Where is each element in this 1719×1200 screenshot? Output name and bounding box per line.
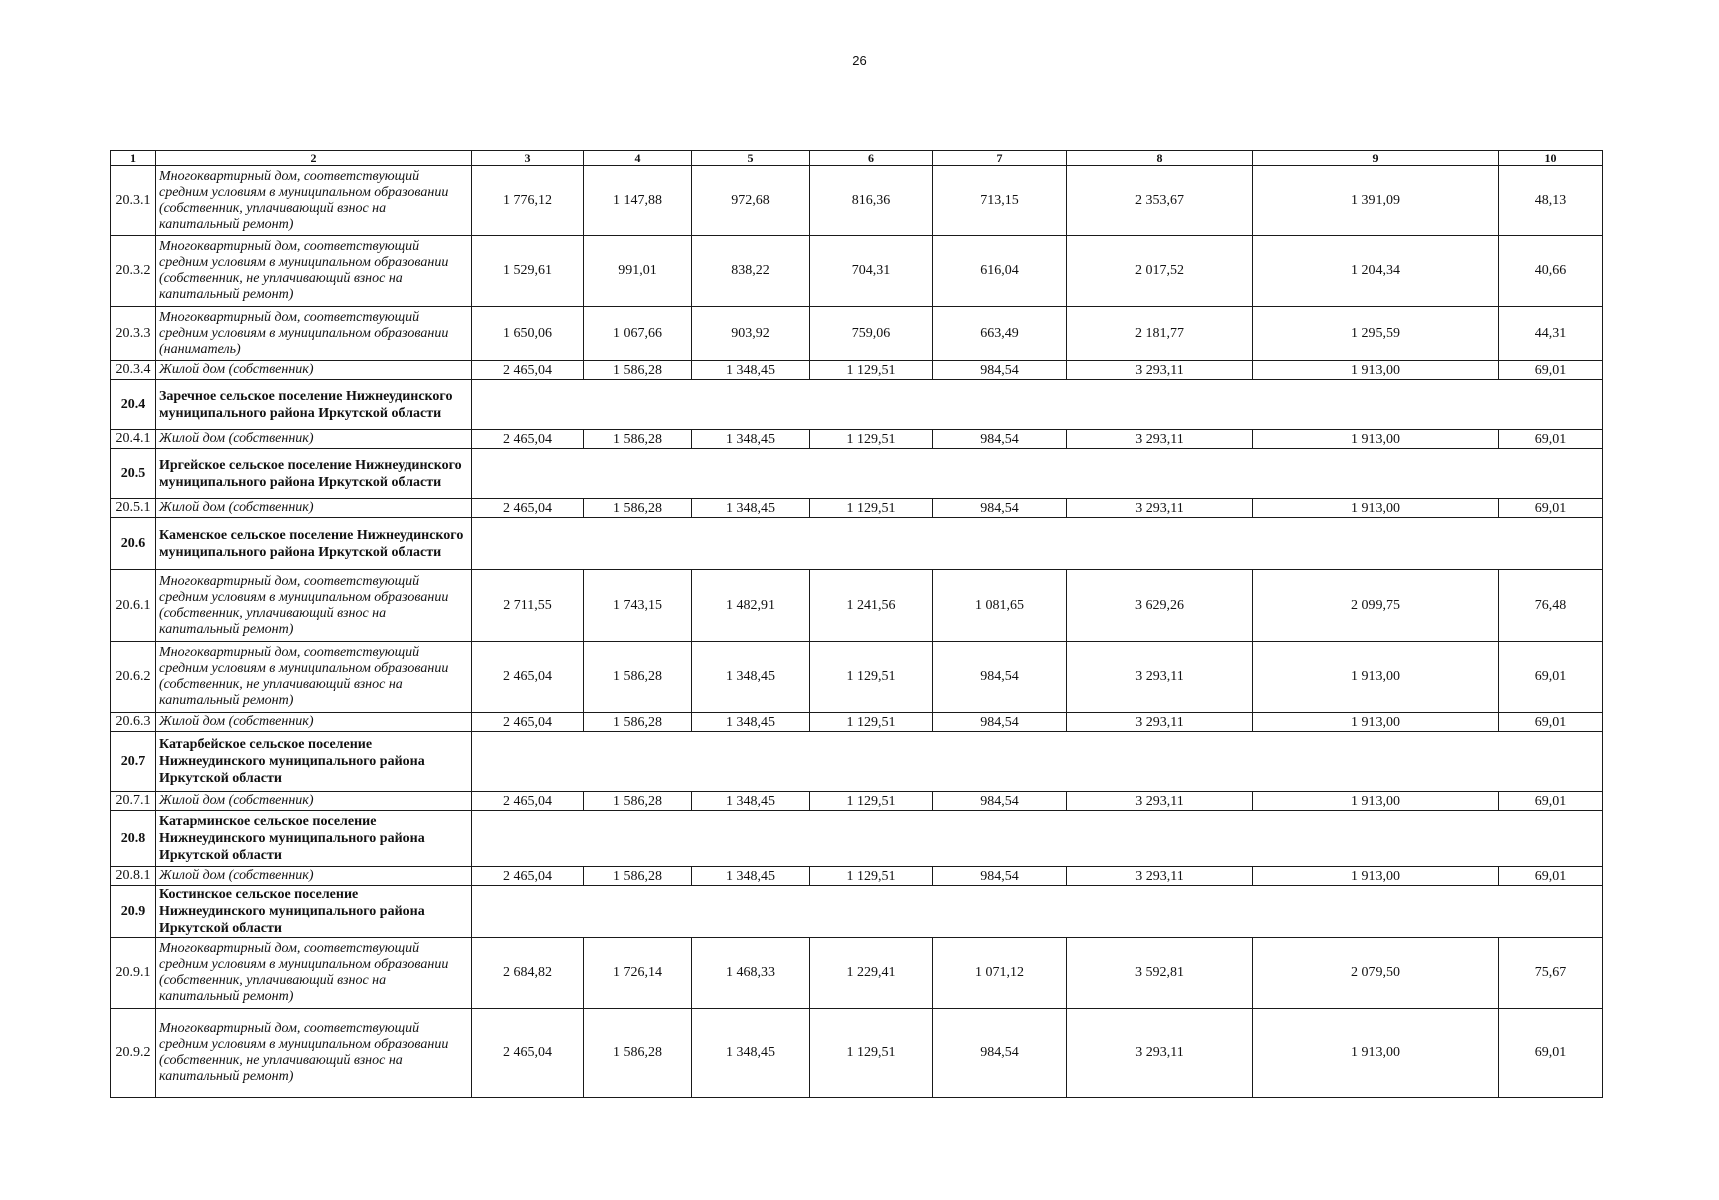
table-row <box>111 1009 1603 1098</box>
value-cell-col4: 1 147,88 <box>584 166 692 236</box>
row-code: 20.8 <box>111 811 156 867</box>
value-cell-col3: 2 465,04 <box>472 642 584 713</box>
value-cell-col3: 2 465,04 <box>472 867 584 886</box>
value-cell-col3: 1 776,12 <box>472 166 584 236</box>
section-title: Заречное сельское поселение Нижнеудинского муниципального района Иркутской области <box>156 380 472 430</box>
row-code: 20.6.3 <box>111 713 156 732</box>
value-cell-col5: 1 348,45 <box>692 867 810 886</box>
value-cell-col4: 1 586,28 <box>584 499 692 518</box>
value-cell-col3: 2 711,55 <box>472 570 584 642</box>
value-cell-col4: 1 067,66 <box>584 307 692 361</box>
row-description: Многоквартирный дом, соответствующий средним условиям в муниципальном образовании (собственник, не уплачивающий взнос на капитальный ремонт) <box>156 1009 472 1098</box>
column-header: 10 <box>1499 151 1603 166</box>
table-row <box>111 867 1603 886</box>
section-filler <box>472 449 1603 499</box>
value-cell-col8: 3 293,11 <box>1067 867 1253 886</box>
value-cell-col7: 1 071,12 <box>933 938 1067 1009</box>
value-cell-col10: 69,01 <box>1499 499 1603 518</box>
value-cell-col7: 984,54 <box>933 361 1067 380</box>
value-cell-col6: 1 129,51 <box>810 642 933 713</box>
value-cell-col8: 3 293,11 <box>1067 430 1253 449</box>
value-cell-col9: 1 204,34 <box>1253 236 1499 307</box>
value-cell-col5: 1 482,91 <box>692 570 810 642</box>
value-cell-col6: 1 241,56 <box>810 570 933 642</box>
table-row <box>111 166 1603 236</box>
section-row <box>111 380 1603 430</box>
value-cell-col9: 1 913,00 <box>1253 430 1499 449</box>
value-cell-col9: 1 913,00 <box>1253 642 1499 713</box>
row-code: 20.6.2 <box>111 642 156 713</box>
value-cell-col10: 69,01 <box>1499 713 1603 732</box>
value-cell-col5: 1 348,45 <box>692 792 810 811</box>
value-cell-col4: 991,01 <box>584 236 692 307</box>
section-title: Катарбейское сельское поселение Нижнеудинского муниципального района Иркутской области <box>156 732 472 792</box>
value-cell-col5: 1 348,45 <box>692 361 810 380</box>
value-cell-col4: 1 586,28 <box>584 361 692 380</box>
value-cell-col6: 816,36 <box>810 166 933 236</box>
row-code: 20.8.1 <box>111 867 156 886</box>
value-cell-col5: 903,92 <box>692 307 810 361</box>
table-row <box>111 570 1603 642</box>
row-code: 20.4 <box>111 380 156 430</box>
section-filler <box>472 518 1603 570</box>
value-cell-col9: 1 913,00 <box>1253 713 1499 732</box>
section-row <box>111 518 1603 570</box>
row-code: 20.3.2 <box>111 236 156 307</box>
value-cell-col6: 1 129,51 <box>810 713 933 732</box>
row-description: Жилой дом (собственник) <box>156 499 472 518</box>
value-cell-col5: 1 348,45 <box>692 1009 810 1098</box>
section-title: Каменское сельское поселение Нижнеудинского муниципального района Иркутской области <box>156 518 472 570</box>
value-cell-col5: 1 348,45 <box>692 430 810 449</box>
value-cell-col6: 1 129,51 <box>810 499 933 518</box>
row-code: 20.3.3 <box>111 307 156 361</box>
section-filler <box>472 732 1603 792</box>
page-number: 26 <box>852 53 867 68</box>
value-cell-col8: 2 353,67 <box>1067 166 1253 236</box>
row-code: 20.9.2 <box>111 1009 156 1098</box>
row-description: Многоквартирный дом, соответствующий средним условиям в муниципальном образовании (собственник, уплачивающий взнос на капитальный ремонт) <box>156 166 472 236</box>
value-cell-col9: 2 079,50 <box>1253 938 1499 1009</box>
value-cell-col8: 3 293,11 <box>1067 713 1253 732</box>
row-description: Многоквартирный дом, соответствующий средним условиям в муниципальном образовании (собственник, не уплачивающий взнос на капитальный ремонт) <box>156 236 472 307</box>
value-cell-col9: 1 913,00 <box>1253 361 1499 380</box>
value-cell-col5: 1 468,33 <box>692 938 810 1009</box>
column-header: 5 <box>692 151 810 166</box>
tariff-table <box>110 150 1603 1098</box>
value-cell-col6: 1 129,51 <box>810 792 933 811</box>
value-cell-col10: 69,01 <box>1499 792 1603 811</box>
value-cell-col3: 2 465,04 <box>472 430 584 449</box>
value-cell-col7: 984,54 <box>933 642 1067 713</box>
column-header: 2 <box>156 151 472 166</box>
value-cell-col10: 69,01 <box>1499 430 1603 449</box>
section-title: Иргейское сельское поселение Нижнеудинского муниципального района Иркутской области <box>156 449 472 499</box>
value-cell-col7: 984,54 <box>933 713 1067 732</box>
table-row <box>111 307 1603 361</box>
column-number-row <box>111 151 1603 166</box>
value-cell-col10: 69,01 <box>1499 642 1603 713</box>
value-cell-col7: 616,04 <box>933 236 1067 307</box>
value-cell-col6: 1 129,51 <box>810 1009 933 1098</box>
value-cell-col9: 1 913,00 <box>1253 792 1499 811</box>
table-row <box>111 938 1603 1009</box>
value-cell-col6: 1 129,51 <box>810 867 933 886</box>
row-description: Многоквартирный дом, соответствующий средним условиям в муниципальном образовании (наниматель) <box>156 307 472 361</box>
value-cell-col4: 1 726,14 <box>584 938 692 1009</box>
value-cell-col8: 3 592,81 <box>1067 938 1253 1009</box>
value-cell-col8: 3 293,11 <box>1067 792 1253 811</box>
value-cell-col8: 2 017,52 <box>1067 236 1253 307</box>
value-cell-col6: 1 229,41 <box>810 938 933 1009</box>
row-description: Жилой дом (собственник) <box>156 867 472 886</box>
value-cell-col9: 2 099,75 <box>1253 570 1499 642</box>
row-code: 20.5.1 <box>111 499 156 518</box>
row-description: Жилой дом (собственник) <box>156 430 472 449</box>
value-cell-col4: 1 586,28 <box>584 792 692 811</box>
row-code: 20.3.1 <box>111 166 156 236</box>
value-cell-col7: 984,54 <box>933 430 1067 449</box>
section-row <box>111 449 1603 499</box>
value-cell-col7: 1 081,65 <box>933 570 1067 642</box>
row-description: Жилой дом (собственник) <box>156 792 472 811</box>
value-cell-col3: 2 465,04 <box>472 361 584 380</box>
value-cell-col8: 2 181,77 <box>1067 307 1253 361</box>
table-row <box>111 499 1603 518</box>
value-cell-col3: 2 684,82 <box>472 938 584 1009</box>
value-cell-col10: 48,13 <box>1499 166 1603 236</box>
value-cell-col4: 1 743,15 <box>584 570 692 642</box>
section-row <box>111 886 1603 938</box>
value-cell-col7: 663,49 <box>933 307 1067 361</box>
table-row <box>111 713 1603 732</box>
column-header: 8 <box>1067 151 1253 166</box>
value-cell-col4: 1 586,28 <box>584 642 692 713</box>
value-cell-col7: 713,15 <box>933 166 1067 236</box>
table-body <box>111 166 1603 1098</box>
table-row <box>111 361 1603 380</box>
value-cell-col3: 2 465,04 <box>472 792 584 811</box>
value-cell-col6: 1 129,51 <box>810 430 933 449</box>
section-filler <box>472 886 1603 938</box>
column-header: 6 <box>810 151 933 166</box>
value-cell-col9: 1 913,00 <box>1253 867 1499 886</box>
row-description: Многоквартирный дом, соответствующий средним условиям в муниципальном образовании (собственник, не уплачивающий взнос на капитальный ремонт) <box>156 642 472 713</box>
table-row <box>111 236 1603 307</box>
value-cell-col4: 1 586,28 <box>584 1009 692 1098</box>
value-cell-col10: 69,01 <box>1499 361 1603 380</box>
value-cell-col9: 1 391,09 <box>1253 166 1499 236</box>
value-cell-col4: 1 586,28 <box>584 430 692 449</box>
value-cell-col8: 3 293,11 <box>1067 499 1253 518</box>
value-cell-col4: 1 586,28 <box>584 713 692 732</box>
value-cell-col8: 3 293,11 <box>1067 642 1253 713</box>
section-row <box>111 732 1603 792</box>
value-cell-col6: 1 129,51 <box>810 361 933 380</box>
value-cell-col10: 76,48 <box>1499 570 1603 642</box>
row-code: 20.9.1 <box>111 938 156 1009</box>
table-row <box>111 430 1603 449</box>
column-header: 3 <box>472 151 584 166</box>
value-cell-col6: 704,31 <box>810 236 933 307</box>
row-description: Многоквартирный дом, соответствующий средним условиям в муниципальном образовании (собственник, уплачивающий взнос на капитальный ремонт) <box>156 570 472 642</box>
value-cell-col5: 972,68 <box>692 166 810 236</box>
value-cell-col10: 75,67 <box>1499 938 1603 1009</box>
value-cell-col10: 69,01 <box>1499 1009 1603 1098</box>
value-cell-col5: 838,22 <box>692 236 810 307</box>
value-cell-col10: 44,31 <box>1499 307 1603 361</box>
value-cell-col9: 1 913,00 <box>1253 499 1499 518</box>
value-cell-col10: 40,66 <box>1499 236 1603 307</box>
section-row <box>111 811 1603 867</box>
value-cell-col3: 2 465,04 <box>472 713 584 732</box>
value-cell-col6: 759,06 <box>810 307 933 361</box>
row-code: 20.6 <box>111 518 156 570</box>
section-filler <box>472 811 1603 867</box>
row-code: 20.4.1 <box>111 430 156 449</box>
value-cell-col3: 2 465,04 <box>472 499 584 518</box>
value-cell-col7: 984,54 <box>933 499 1067 518</box>
section-filler <box>472 380 1603 430</box>
column-header: 1 <box>111 151 156 166</box>
value-cell-col8: 3 293,11 <box>1067 1009 1253 1098</box>
value-cell-col3: 2 465,04 <box>472 1009 584 1098</box>
section-title: Катарминское сельское поселение Нижнеудинского муниципального района Иркутской области <box>156 811 472 867</box>
value-cell-col7: 984,54 <box>933 1009 1067 1098</box>
row-description: Жилой дом (собственник) <box>156 713 472 732</box>
row-code: 20.9 <box>111 886 156 938</box>
row-code: 20.5 <box>111 449 156 499</box>
row-code: 20.7.1 <box>111 792 156 811</box>
value-cell-col3: 1 650,06 <box>472 307 584 361</box>
row-code: 20.3.4 <box>111 361 156 380</box>
value-cell-col10: 69,01 <box>1499 867 1603 886</box>
column-header: 7 <box>933 151 1067 166</box>
value-cell-col8: 3 629,26 <box>1067 570 1253 642</box>
value-cell-col8: 3 293,11 <box>1067 361 1253 380</box>
row-code: 20.7 <box>111 732 156 792</box>
value-cell-col5: 1 348,45 <box>692 499 810 518</box>
value-cell-col9: 1 913,00 <box>1253 1009 1499 1098</box>
table-row <box>111 792 1603 811</box>
table-row <box>111 642 1603 713</box>
row-code: 20.6.1 <box>111 570 156 642</box>
row-description: Жилой дом (собственник) <box>156 361 472 380</box>
value-cell-col7: 984,54 <box>933 867 1067 886</box>
value-cell-col4: 1 586,28 <box>584 867 692 886</box>
value-cell-col9: 1 295,59 <box>1253 307 1499 361</box>
value-cell-col7: 984,54 <box>933 792 1067 811</box>
row-description: Многоквартирный дом, соответствующий средним условиям в муниципальном образовании (собственник, уплачивающий взнос на капитальный ремонт) <box>156 938 472 1009</box>
value-cell-col3: 1 529,61 <box>472 236 584 307</box>
value-cell-col5: 1 348,45 <box>692 713 810 732</box>
section-title: Костинское сельское поселение Нижнеудинского муниципального района Иркутской области <box>156 886 472 938</box>
column-header: 9 <box>1253 151 1499 166</box>
column-header: 4 <box>584 151 692 166</box>
value-cell-col5: 1 348,45 <box>692 642 810 713</box>
